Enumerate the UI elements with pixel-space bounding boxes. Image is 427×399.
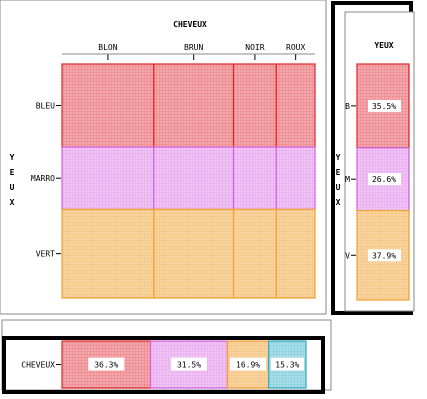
hair-value-label: 16.9% [236, 360, 261, 370]
hair-margin-bars [21, 341, 306, 388]
mosaic-y-tick-label: BLEU [35, 101, 55, 111]
mosaic-cell [276, 147, 315, 209]
mosaic-cell [154, 64, 234, 147]
mosaic-cells [62, 64, 315, 298]
eye-margin-pane [333, 3, 414, 313]
eye-ylabel-letter: Y [335, 153, 341, 162]
mosaic-title: CHEVEUX [173, 20, 207, 29]
hair-value-label: 31.5% [176, 360, 202, 370]
mosaic-cell [154, 209, 234, 298]
hair-value-label: 15.3% [275, 360, 300, 370]
mosaic-cell [234, 209, 277, 298]
mosaic-y-tick-label: VERT [35, 249, 55, 259]
hair-margin-pane [2, 320, 331, 392]
mosaic-cell [62, 147, 154, 209]
eye-ylabel-letter: X [335, 198, 341, 207]
eye-ylabel-letter: E [335, 168, 341, 177]
eye-margin-title: YEUX [374, 41, 394, 50]
eye-value-label: 37.9% [371, 251, 397, 261]
hair-value-label: 36.3% [94, 360, 119, 370]
mosaic-x-tick-label: ROUX [286, 43, 306, 52]
mosaic-ylabel-letter: Y [9, 153, 15, 162]
eye-y-tick-label: M [345, 175, 350, 185]
hair-margin-title: CHEVEUX [21, 360, 55, 370]
eye-y-tick-label: V [345, 251, 350, 261]
mosaic-x-tick-label: NOIR [245, 43, 265, 52]
eye-ylabel-letter: U [335, 183, 341, 192]
mosaic-cell [62, 64, 154, 147]
mosaic-x-tick-label: BRUN [184, 43, 204, 52]
mosaic-cell [234, 147, 277, 209]
mosaic-cell [234, 64, 277, 147]
eye-value-label: 26.6% [371, 175, 397, 185]
mosaic-cell [276, 209, 315, 298]
mosaic-cell [154, 147, 234, 209]
eye-y-tick-label: B [345, 101, 350, 111]
mosaic-ylabel-letter: U [9, 183, 15, 192]
mosaic-cell [276, 64, 315, 147]
mosaic-ylabel-letter: E [9, 168, 15, 177]
mosaic-ylabel-letter: X [9, 198, 15, 207]
eye-value-label: 35.5% [371, 101, 397, 111]
mosaic-x-tick-label: BLON [98, 43, 118, 52]
mosaic-y-tick-label: MARRO [30, 174, 55, 184]
mosaic-cell [62, 209, 154, 298]
